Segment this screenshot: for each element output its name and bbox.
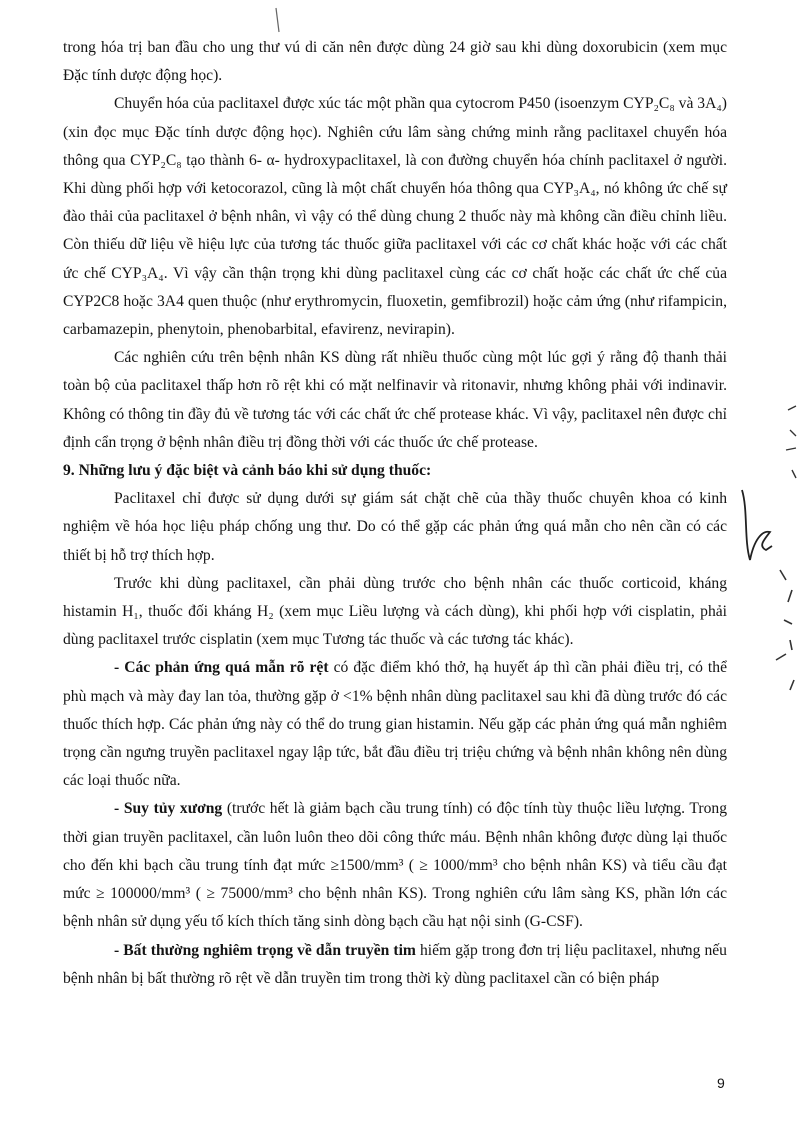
bullet-text: (trước hết là giảm bạch cầu trung tính) có độc tính tùy thuộc liều lượng. Trong thời gian truyền paclitaxel, cần luôn luôn theo dõi công thức máu. Bệnh nhân không được dùng lại thuốc cho đến khi bạch cầu trung tính đạt mức ≥1500/mm³ ( ≥ 1000/mm³ cho bệnh nhân KS) và tiểu cầu đạt mức ≥ 100000/mm³ ( ≥ 75000/mm³ cho bệnh nhân KS). Trong nghiên cứu lâm sàng KS, phần lớn các bệnh nhân sử dụng yếu tố kích thích tăng sinh dòng bạch cầu hạt nội sinh (G-CSF). bbox=[63, 800, 727, 931]
margin-handwriting bbox=[740, 390, 800, 710]
bullet-hypersensitivity bbox=[63, 654, 727, 795]
bullet-cardiac-conduction bbox=[63, 937, 727, 993]
top-mark bbox=[272, 6, 284, 36]
paragraph-metabolism: Chuyển hóa của paclitaxel được xúc tác một phần qua cytocrom P450 (isoenzym CYP₂C₈ và 3A₄) (xin đọc mục Đặc tính dược động học). Nghiên cứu lâm sàng chứng minh rằng paclitaxel chuyển hóa thông qua CYP₂C₈ tạo thành 6- α- hydroxypaclitaxel, là con đường chuyển hóa chính paclitaxel ở người. Khi dùng phối hợp với ketocorazol, cũng là một chất chuyển hóa thông qua CYP₃A₄, nó không ức chế sự đào thải của paclitaxel ở bệnh nhân, vì vậy có thể dùng chung 2 thuốc này mà không cần điều chỉnh liều. Còn thiếu dữ liệu về hiệu lực của tương tác thuốc giữa paclitaxel với các cơ chất khác hoặc với các chất ức chế CYP₃A₄. Vì vậy cần thận trọng khi dùng paclitaxel cùng các cơ chất hoặc các chất ức chế của CYP2C8 hoặc 3A4 quen thuộc (như erythromycin, fluoxetin, gemfibrozil) hoặc cảm ứng (như rifampicin, carbamazepin, phenytoin, phenobarbital, efavirenz, nevirapin). bbox=[63, 95, 727, 339]
bullet-bone-marrow bbox=[63, 795, 727, 936]
paragraph-supervision: Paclitaxel chỉ được sử dụng dưới sự giám sát chặt chẽ của thầy thuốc chuyên khoa có kinh nghiệm về hóa học liệu pháp chống ung thư. Do có thể gặp các phản ứng quá mẫn cho nên cần có các thiết bị hỗ trợ thích hợp. bbox=[63, 490, 727, 564]
bullet-text: hiếm gặp trong đơn trị liệu paclitaxel, nhưng nếu bệnh nhân bị bất thường rõ rệt về dẫn truyền tim trong thời kỳ dùng paclitaxel cần có biện pháp bbox=[63, 941, 727, 987]
paragraph-premedication: Trước khi dùng paclitaxel, cần phải dùng trước cho bệnh nhân các thuốc corticoid, kháng histamin H₁, thuốc đối kháng H₂ (xem mục Liều lượng và cách dùng), khi phối hợp với cisplatin, phải dùng paclitaxel trước cisplatin (xem mục Tương tác thuốc và các tương tác khác). bbox=[63, 574, 727, 649]
bullet-label: - Các phản ứng quá mẫn rõ rệt bbox=[114, 659, 329, 677]
paragraph-protease-inhibitors: Các nghiên cứu trên bệnh nhân KS dùng rất nhiều thuốc cùng một lúc gợi ý rằng độ thanh thải toàn bộ của paclitaxel thấp hơn rõ rệt khi có mặt nelfinavir và ritonavir, nhưng không phải với indinavir. Không có thông tin đầy đủ về tương tác với các chất ức chế protease khác. Vì vậy, paclitaxel nên được chỉ định cẩn trọng ở bệnh nhân điều trị đồng thời với các thuốc ức chế protease. bbox=[63, 349, 727, 451]
paragraph-continuation: trong hóa trị ban đầu cho ung thư vú di căn nên được dùng 24 giờ sau khi dùng doxorubicin (xem mục Đặc tính dược động học). bbox=[63, 39, 727, 85]
document-body bbox=[63, 34, 727, 993]
bullet-label: - Suy tủy xương bbox=[114, 800, 223, 818]
page-number: 9 bbox=[717, 1075, 725, 1091]
bullet-label: - Bất thường nghiêm trọng về dẫn truyền tim bbox=[114, 941, 416, 959]
section-heading-9: 9. Những lưu ý đặc biệt và cảnh báo khi sử dụng thuốc: bbox=[63, 462, 432, 480]
bullet-text: có đặc điểm khó thở, hạ huyết áp thì cần phải điều trị, có thể phù mạch và mày đay lan tỏa, thường gặp ở <1% bệnh nhân dùng paclitaxel sau khi đã dùng trước đó các thuốc thích hợp. Các phản ứng này có thể do trung gian histamin. Nếu gặp các phản ứng quá mẫn nghiêm trọng cần ngưng truyền paclitaxel ngay lập tức, bắt đầu điều trị triệu chứng và bệnh nhân không nên dùng các loại thuốc nữa. bbox=[63, 659, 727, 790]
